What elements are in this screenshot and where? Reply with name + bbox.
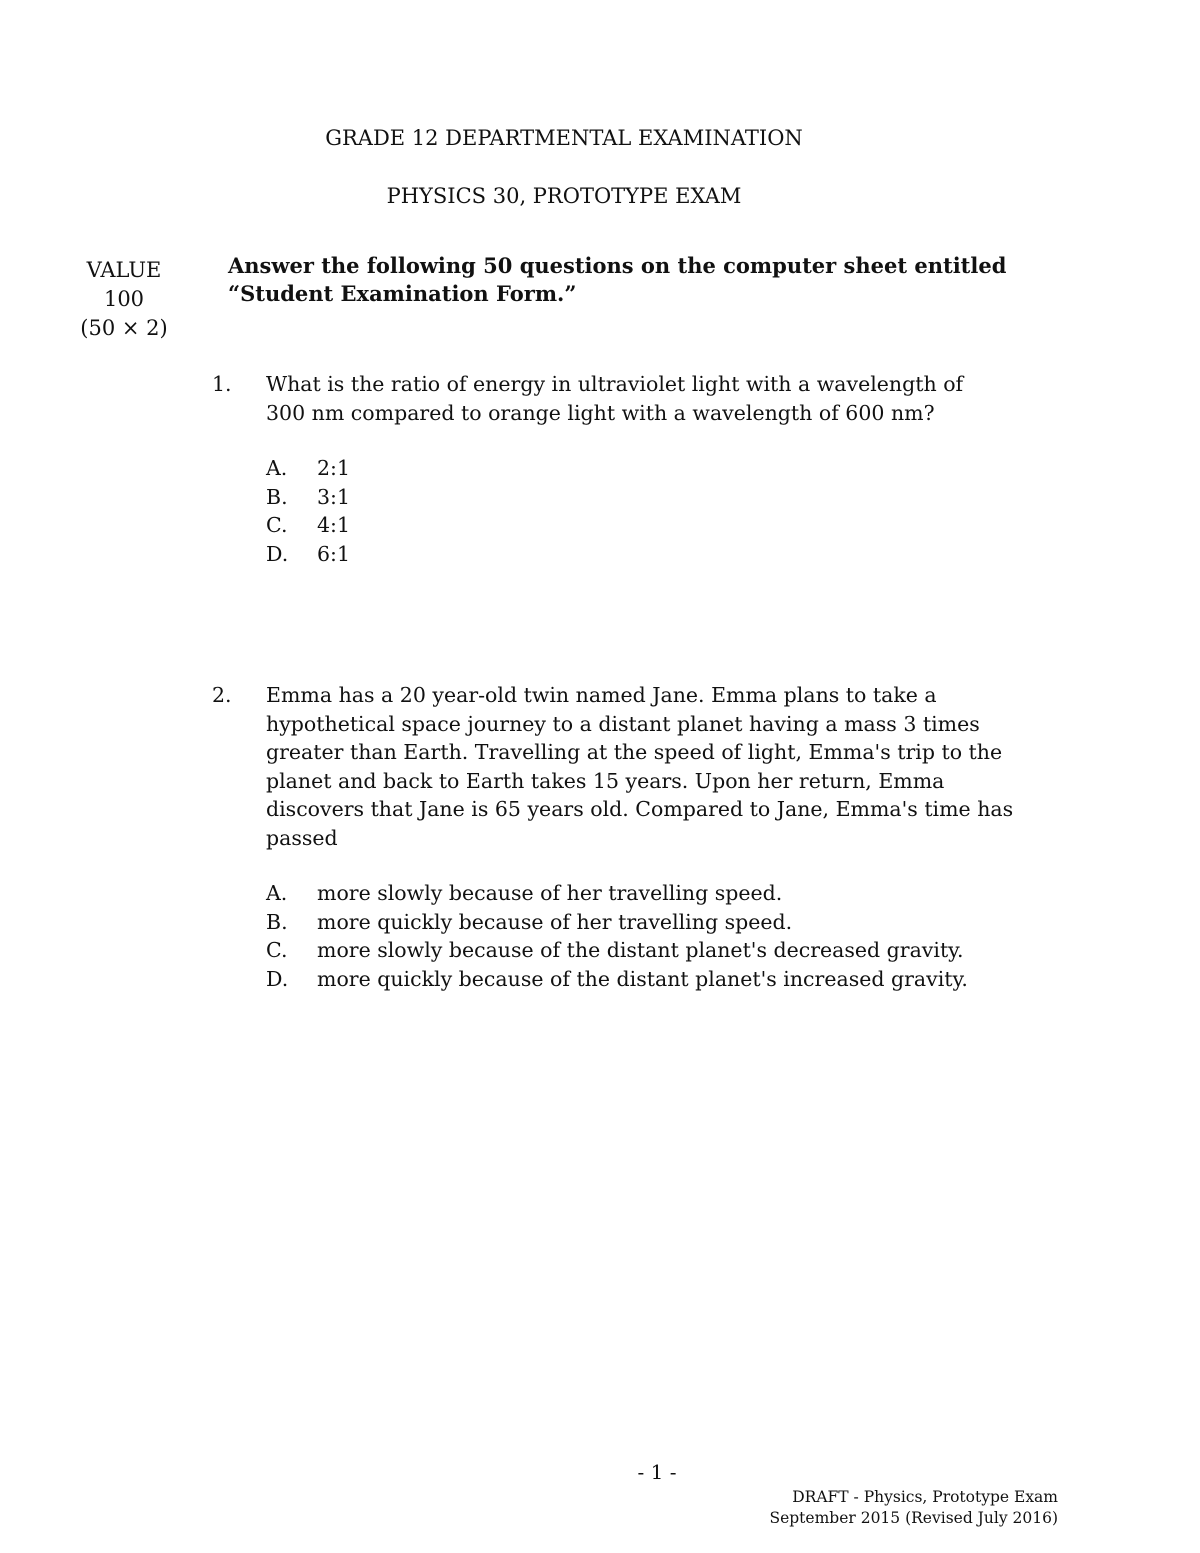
question-line: What is the ratio of energy in ultraviolet light with a wavelength of <box>266 372 964 396</box>
question-line: passed <box>266 825 338 850</box>
value-label: VALUE <box>86 258 162 282</box>
question-2 <box>212 681 1112 993</box>
answer-option-a <box>266 454 1112 483</box>
option-text: 3:1 <box>317 484 350 509</box>
option-letter: D. <box>266 966 289 991</box>
page-number: - 1 - <box>637 1460 677 1484</box>
answer-option-c <box>266 511 1112 540</box>
option-letter: C. <box>266 513 288 537</box>
option-text: 6:1 <box>317 541 350 566</box>
answer-option-d <box>266 965 1112 994</box>
option-text: more slowly because of her travelling speed. <box>317 881 783 905</box>
option-letter: B. <box>266 909 288 934</box>
question-line: hypothetical space journey to a distant planet having a mass 3 times <box>266 711 980 736</box>
exam-subtitle: PHYSICS 30, PROTOTYPE EXAM <box>386 184 742 208</box>
exam-title: GRADE 12 DEPARTMENTAL EXAMINATION <box>325 126 803 150</box>
question-number: 1. <box>212 372 232 396</box>
option-text: 2:1 <box>317 456 350 480</box>
question-line: discovers that Jane is 65 years old. Compared to Jane, Emma's time has <box>266 797 1014 821</box>
value-total: 100 <box>103 287 145 311</box>
question-line: Emma has a 20 year-old twin named Jane. Emma plans to take a <box>266 683 937 707</box>
question-text <box>266 681 1066 852</box>
question-number: 2. <box>212 683 232 707</box>
question-1 <box>212 370 1112 568</box>
instructions-line: Answer the following 50 questions on the computer sheet entitled <box>228 253 1007 278</box>
option-letter: D. <box>266 541 289 566</box>
answer-options <box>266 879 1112 993</box>
answer-option-b <box>266 483 1112 512</box>
option-text: more quickly because of the distant planet's increased gravity. <box>317 966 968 991</box>
option-letter: A. <box>266 456 288 480</box>
question-line: planet and back to Earth takes 15 years. Upon her return, Emma <box>266 768 945 793</box>
option-text: 4:1 <box>317 513 350 537</box>
value-block <box>60 256 188 343</box>
question-line: 300 nm compared to orange light with a wavelength of 600 nm? <box>266 400 935 425</box>
answer-options <box>266 454 1112 568</box>
answer-option-d <box>266 540 1112 569</box>
instructions <box>228 252 1108 308</box>
question-line: greater than Earth. Travelling at the speed of light, Emma's trip to the <box>266 740 1003 764</box>
footer-line: DRAFT - Physics, Prototype Exam <box>792 1488 1058 1506</box>
value-breakdown: (50 × 2) <box>80 316 168 340</box>
option-letter: B. <box>266 484 288 509</box>
option-letter: C. <box>266 938 288 962</box>
instructions-line: “Student Examination Form.” <box>228 281 577 306</box>
answer-option-a <box>266 879 1112 908</box>
question-text <box>266 370 1066 427</box>
option-letter: A. <box>266 881 288 905</box>
option-text: more quickly because of her travelling speed. <box>317 909 793 934</box>
option-text: more slowly because of the distant planet's decreased gravity. <box>317 938 964 962</box>
answer-option-c <box>266 936 1112 965</box>
footer-line: September 2015 (Revised July 2016) <box>769 1509 1058 1527</box>
answer-option-b <box>266 908 1112 937</box>
footer <box>769 1487 1058 1529</box>
